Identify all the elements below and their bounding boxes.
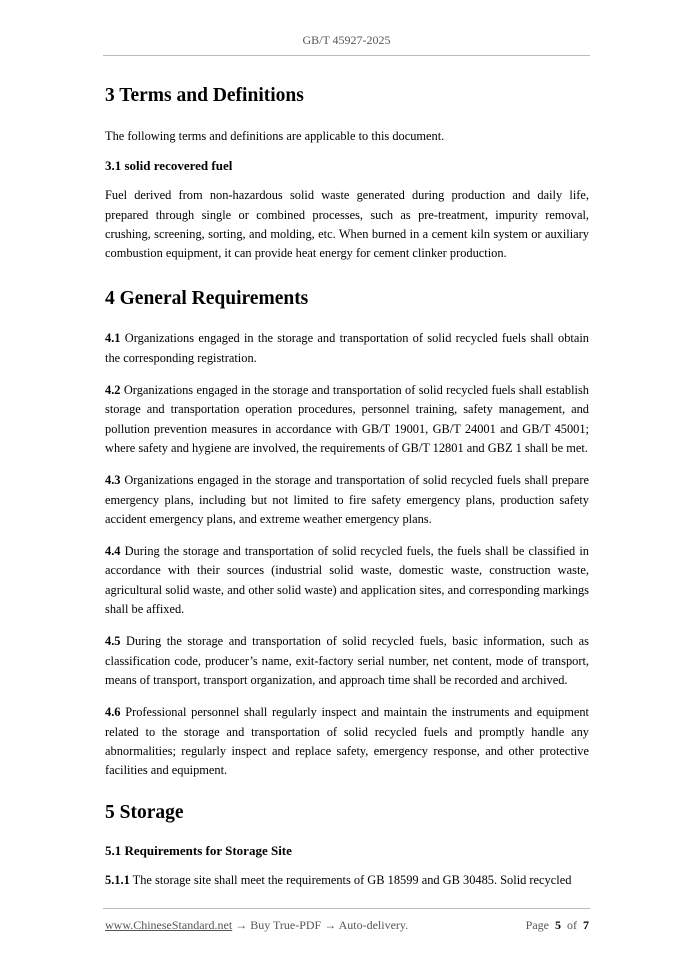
buy-pdf-text: Buy True-PDF <box>250 918 322 932</box>
section-5-title: 5 Storage <box>105 802 184 824</box>
clause-4-3 <box>105 471 589 529</box>
section-3-title: 3 Terms and Definitions <box>105 85 304 106</box>
subsection-5-1-title: 5.1 Requirements for Storage Site <box>105 843 292 859</box>
term-3-1-definition: Fuel derived from non-hazardous solid waste generated during production and daily life, prepared through single or combined processes, such as pre-treatment, impurity removal, crushing, screening, sorting, and molding, etc. When burned in a cement kiln system or auxiliary combustion equipment, it can provide heat energy for cement clinker production. <box>105 188 589 261</box>
arrow-icon: → <box>321 918 339 932</box>
page-footer <box>105 918 589 933</box>
term-3-1-title: 3.1 solid recovered fuel <box>105 158 233 174</box>
running-header: GB/T 45927-2025 <box>302 33 391 47</box>
header-divider <box>103 55 590 56</box>
clause-4-4 <box>105 542 589 619</box>
clause-4-6 <box>105 703 589 780</box>
clause-number: 4.6 <box>105 705 121 720</box>
page-indicator <box>526 918 589 933</box>
clause-number: 4.3 <box>105 473 121 488</box>
clause-text: During the storage and transportation of solid recycled fuels, basic information, such as classification code, producer’s name, exit-factory serial number, net content, mode of transport, means of transport, transport organization, and approach time shall be recorded and archived. <box>105 634 589 687</box>
clause-number: 4.4 <box>105 544 121 559</box>
footer-links <box>105 918 408 932</box>
clause-number: 4.5 <box>105 634 121 649</box>
page-label: Page <box>525 918 549 932</box>
footer-divider <box>103 908 590 909</box>
of-label: of <box>567 918 577 932</box>
clause-number: 5.1.1 <box>105 873 130 888</box>
page-total: 7 <box>583 918 589 932</box>
clause-text: The storage site shall meet the requirements of GB 18599 and GB 30485. Solid recycled <box>132 873 572 888</box>
section-4-title: 4 General Requirements <box>105 288 309 310</box>
clause-number: 4.1 <box>105 331 121 346</box>
clause-text: Organizations engaged in the storage and transportation of solid recycled fuels shall obtain the corresponding registration. <box>105 331 589 365</box>
page-number: 5 <box>555 918 561 932</box>
clause-5-1-1 <box>105 871 589 890</box>
clause-text: Organizations engaged in the storage and transportation of solid recycled fuels shall establish storage and transportation operation procedures, personnel training, safety management, and pollution prevention measures in accordance with GB/T 19001, GB/T 24001 and GB/T 45001; where safety and hygiene are involved, the requirements of GB/T 12801 and GBZ 1 shall be met. <box>105 383 589 455</box>
page-content <box>105 85 589 891</box>
clause-text: During the storage and transportation of solid recycled fuels, the fuels shall be classified in accordance with their sources (industrial solid waste, domestic waste, construction waste, agricultural solid waste, and other solid waste) and application sites, and corresponding markings shall be affixed. <box>105 544 589 617</box>
clause-4-2 <box>105 381 589 458</box>
site-link[interactable]: www.ChineseStandard.net <box>105 918 233 932</box>
auto-delivery-text: Auto-delivery. <box>338 918 409 932</box>
clause-4-1 <box>105 329 589 368</box>
section-3-intro: The following terms and definitions are applicable to this document. <box>105 129 445 143</box>
clause-4-5 <box>105 632 589 690</box>
clause-text: Organizations engaged in the storage and transportation of solid recycled fuels shall prepare emergency plans, including but not limited to fire safety emergency plans, production safety accident emergency plans, and extreme weather emergency plans. <box>105 473 589 526</box>
arrow-icon: → <box>232 918 251 932</box>
clause-number: 4.2 <box>105 383 121 398</box>
clause-text: Professional personnel shall regularly inspect and maintain the instruments and equipment related to the storage and transportation of solid recycled fuels and promptly handle any abnormalities; regularly inspect and replace safety, emergency response, and other protective facilities and equipment. <box>105 705 589 778</box>
